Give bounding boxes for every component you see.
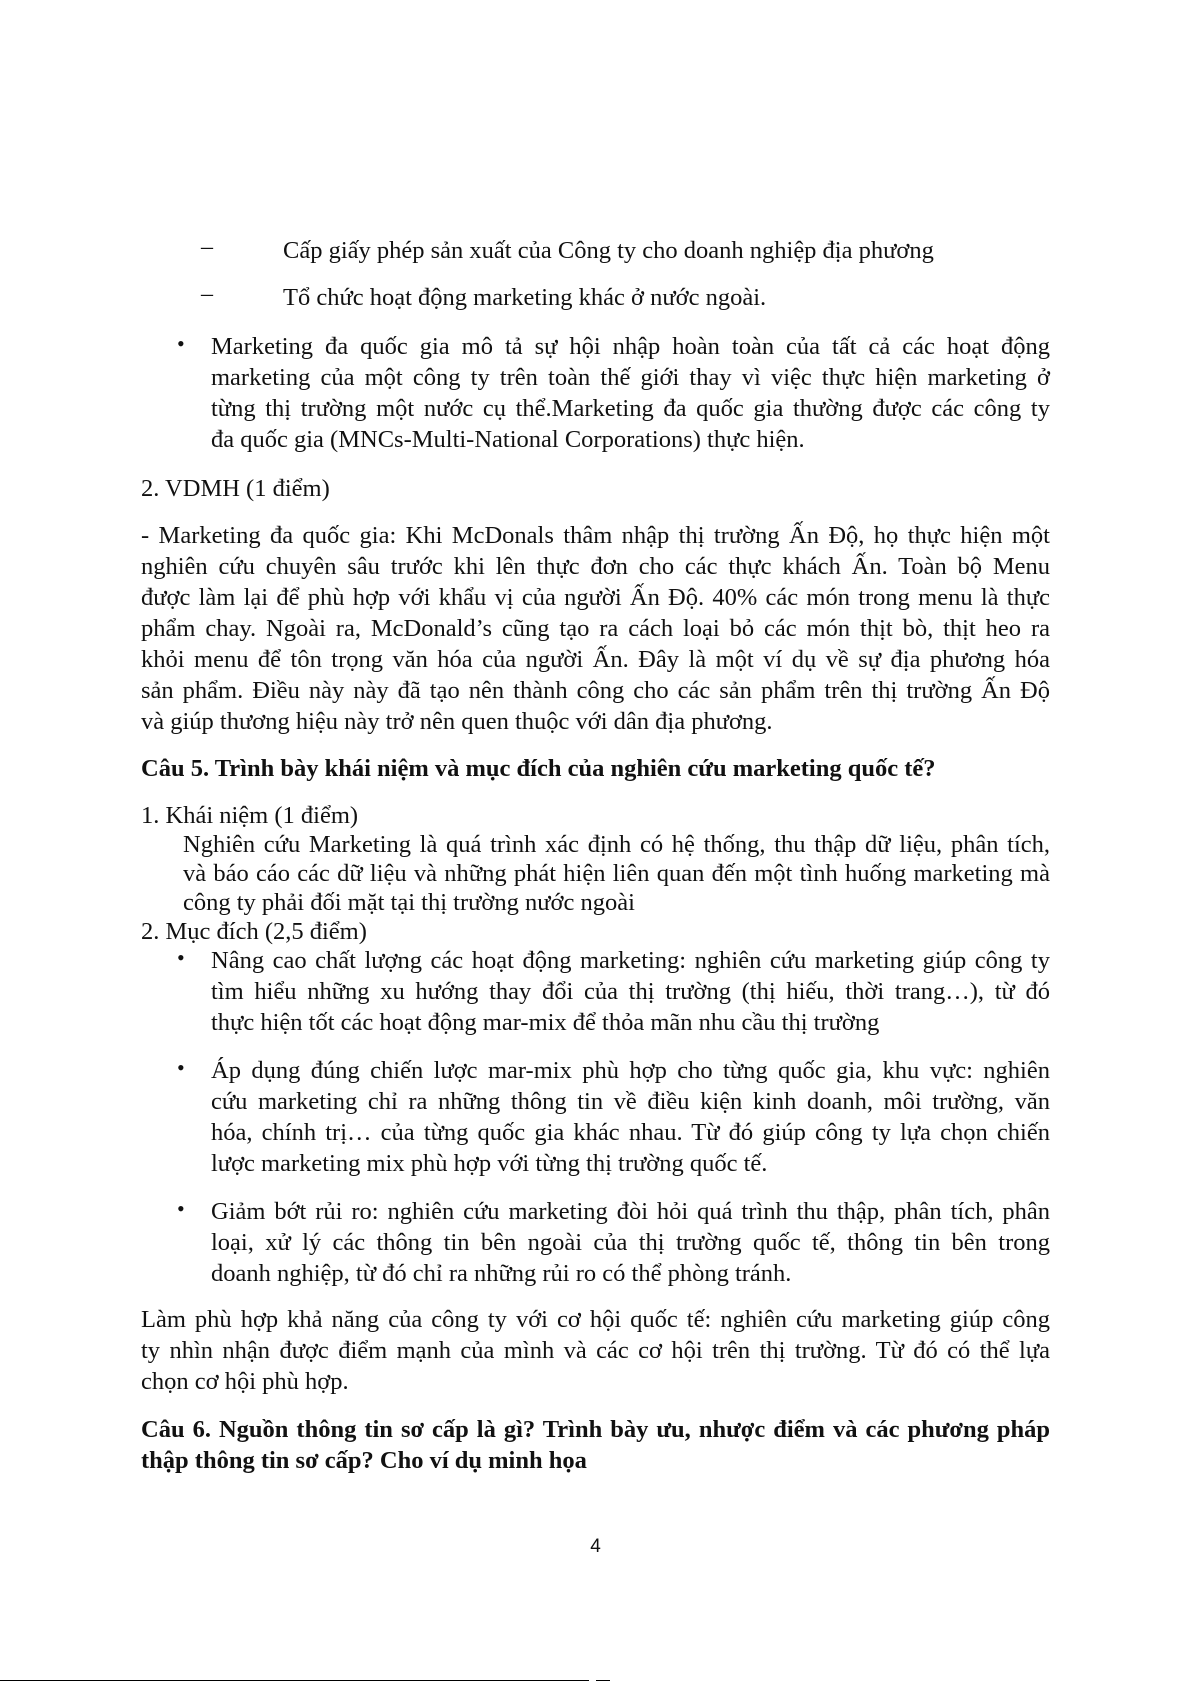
paragraph-line: thực hiện tốt các hoạt động mar-mix để thỏa mãn nhu cầu thị trường: [211, 1009, 880, 1036]
dash-item-text: Tổ chức hoạt động marketing khác ở nước ngoài.: [283, 284, 767, 311]
concept-heading: 1. Khái niệm (1 điểm): [141, 802, 359, 829]
question-6-title: Câu 6. Nguồn thông tin sơ cấp là gì? Trình bày ưu, nhược điểm và các phương pháp: [141, 1416, 1050, 1443]
paragraph-line: sản phẩm. Điều này này đã tạo nên thành công cho các sản phẩm trên thị trường Ấn Độ: [141, 677, 1050, 704]
paragraph-line: được làm lại để phù hợp với khẩu vị của người Ấn Độ. 40% các món trong menu là thực: [141, 584, 1050, 611]
divider: [596, 1680, 610, 1681]
question-5-title: Câu 5. Trình bày khái niệm và mục đích của nghiên cứu marketing quốc tế?: [141, 755, 936, 782]
paragraph-line: ty nhìn nhận được điểm mạnh của mình và các cơ hội trên thị trường. Từ đó có thể lựa: [141, 1337, 1050, 1364]
paragraph-line: nghiên cứu chuyên sâu trước khi lên thực đơn cho các thực khách Ấn. Toàn bộ Menu: [141, 553, 1050, 580]
bullet-marker: •: [177, 331, 185, 356]
paragraph-line: cứu marketing chỉ ra những thông tin về điều kiện kinh doanh, môi trường, văn: [211, 1088, 1050, 1115]
question-6-title-cont: thập thông tin sơ cấp? Cho ví dụ minh họa: [141, 1447, 587, 1474]
paragraph-line: Làm phù hợp khả năng của công ty với cơ hội quốc tế: nghiên cứu marketing giúp công: [141, 1306, 1050, 1333]
bullet-marker: •: [177, 1055, 185, 1080]
page-number: 4: [590, 1536, 601, 1557]
vdmh-heading: 2. VDMH (1 điểm): [141, 475, 330, 502]
paragraph-line: tìm hiểu những xu hướng thay đổi của thị trường (thị hiếu, thời trang…), từ đó: [211, 978, 1050, 1005]
paragraph-line: và giúp thương hiệu này trở nên quen thuộc với dân địa phương.: [141, 708, 773, 735]
paragraph-line: loại, xử lý các thông tin bên ngoài của thị trường quốc tế, thông tin bên trong: [211, 1229, 1050, 1256]
paragraph-line: Giảm bớt rủi ro: nghiên cứu marketing đòi hỏi quá trình thu thập, phân tích, phân: [211, 1198, 1050, 1225]
paragraph-line: Nâng cao chất lượng các hoạt động marketing: nghiên cứu marketing giúp công ty: [211, 947, 1050, 974]
paragraph-line: Nghiên cứu Marketing là quá trình xác định có hệ thống, thu thập dữ liệu, phân tích,: [183, 831, 1050, 858]
divider: [0, 1680, 589, 1681]
paragraph-line: phẩm chay. Ngoài ra, McDonald’s cũng tạo ra cách loại bỏ các món thịt bò, thịt heo ra: [141, 615, 1050, 642]
paragraph-line: chọn cơ hội phù hợp.: [141, 1368, 349, 1395]
paragraph-line: từng thị trường một nước cụ thể.Marketing đa quốc gia thường được các công ty: [211, 395, 1050, 422]
purpose-heading: 2. Mục đích (2,5 điểm): [141, 918, 367, 945]
dash-marker: –: [201, 234, 213, 260]
paragraph-line: hóa, chính trị… của từng quốc gia khác nhau. Từ đó giúp công ty lựa chọn chiến: [211, 1119, 1050, 1146]
paragraph-line: - Marketing đa quốc gia: Khi McDonals thâm nhập thị trường Ấn Độ, họ thực hiện một: [141, 522, 1050, 549]
paragraph-line: và báo cáo các dữ liệu và những phát hiện liên quan đến một tình huống marketing mà: [183, 860, 1050, 887]
paragraph-line: đa quốc gia (MNCs-Multi-National Corporations) thực hiện.: [211, 426, 805, 453]
paragraph-line: công ty phải đối mặt tại thị trường nước ngoài: [183, 889, 635, 916]
paragraph-line: Marketing đa quốc gia mô tả sự hội nhập hoàn toàn của tất cả các hoạt động: [211, 333, 1050, 360]
paragraph-line: marketing của một công ty trên toàn thế giới thay vì việc thực hiện marketing ở: [211, 364, 1050, 391]
bullet-marker: •: [177, 945, 185, 970]
paragraph-line: khỏi menu để tôn trọng văn hóa của người Ấn. Đây là một ví dụ về sự địa phương hóa: [141, 646, 1050, 673]
dash-marker: –: [201, 281, 213, 307]
dash-item-text: Cấp giấy phép sản xuất của Công ty cho doanh nghiệp địa phương: [283, 237, 934, 264]
bullet-marker: •: [177, 1196, 185, 1221]
paragraph-line: Áp dụng đúng chiến lược mar-mix phù hợp cho từng quốc gia, khu vực: nghiên: [211, 1057, 1050, 1084]
paragraph-line: doanh nghiệp, từ đó chỉ ra những rủi ro có thể phòng tránh.: [211, 1260, 792, 1287]
paragraph-line: lược marketing mix phù hợp với từng thị trường quốc tế.: [211, 1150, 768, 1177]
